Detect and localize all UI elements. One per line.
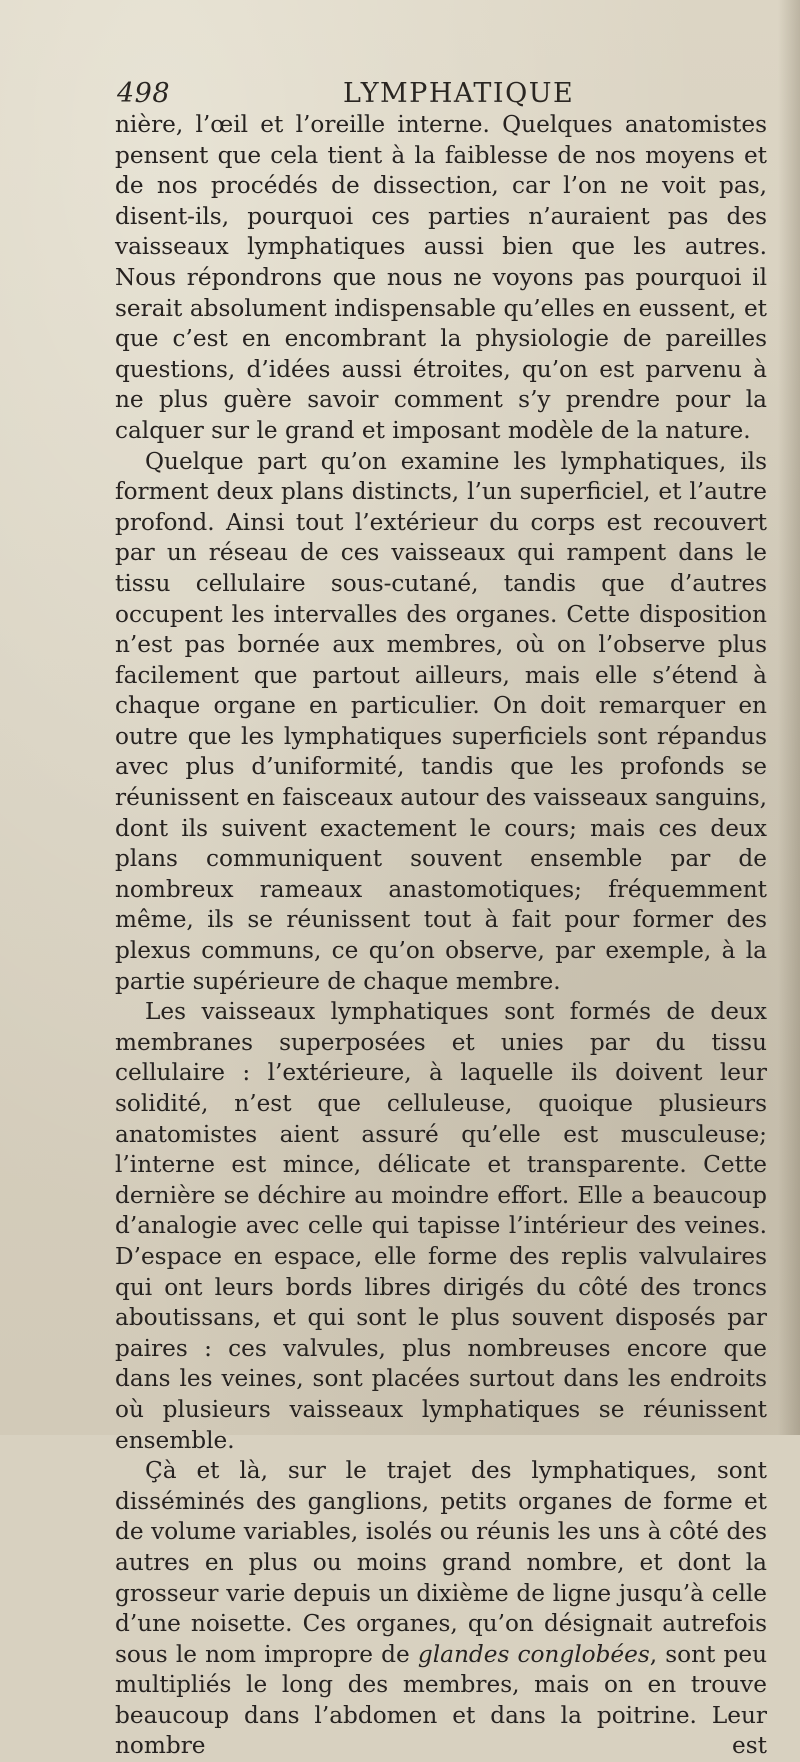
- paragraph-3: Les vaisseaux lymphatiques sont formés de deux membranes superposées et unies par du tissu cellulaire : l’extérieure, à laquelle ils doivent leur solidité, n’est que celluleuse, quoique plusieurs anatomistes aient assuré qu’elle est musculeuse; l’interne est mince, délicate et transparente. Cette dernière se déchire au moindre effort. Elle a beaucoup d’analogie avec celle qui tapisse l’intérieur des veines. D’espace en espace, elle forme des replis valvulaires qui ont leurs bords libres dirigés du côté des troncs aboutissans, et qui sont le plus souvent disposés par paires : ces valvules, plus nombreuses encore que dans les veines, sont placées surtout dans les endroits où plusieurs vaisseaux lymphatiques se réunissent ensemble.: [115, 998, 767, 1454]
- paragraph-4-text-after: , sont peu multipliés le long des membres, mais on en trouve beaucoup dans l’abdomen et dans la poitrine. Leur nombre est: [115, 1640, 767, 1760]
- paragraph-4: [115, 1456, 767, 1762]
- page-number: 498: [117, 78, 171, 109]
- paragraph-1: nière, l’œil et l’oreille interne. Quelques anatomistes pensent que cela tient à la faiblesse de nos moyens et de nos procédés de dissection, car l’on ne voit pas, disent-ils, pourquoi ces parties n’auraient pas des vaisseaux lymphatiques aussi bien que les autres. Nous répondrons que nous ne voyons pas pourquoi il serait absolument indispensable qu’elles en eussent, et que c’est en encombrant la physiologie de pareilles questions, d’idées aussi étroites, qu’on est parvenu à ne plus guère savoir comment s’y prendre pour la calquer sur le grand et imposant modèle de la nature.: [115, 111, 767, 444]
- paragraph-2: Quelque part qu’on examine les lymphatiques, ils forment deux plans distincts, l’un superficiel, et l’autre profond. Ainsi tout l’extérieur du corps est recouvert par un réseau de ces vaisseaux qui rampent dans le tissu cellulaire sous-cutané, tandis que d’autres occupent les intervalles des organes. Cette disposition n’est pas bornée aux membres, où on l’observe plus facilement que partout ailleurs, mais elle s’étend à chaque organe en particulier. On doit remarquer en outre que les lymphatiques superficiels sont répandus avec plus d’uniformité, tandis que les profonds se réunissent en faisceaux autour des vaisseaux sanguins, dont ils suivent exactement le cours; mais ces deux plans communiquent souvent ensemble par de nombreux rameaux anastomotiques; fréquemment même, ils se réunissent tout à fait pour former des plexus communs, ce qu’on observe, par exemple, à la partie supérieure de chaque membre.: [115, 447, 767, 995]
- page-edge-shadow: [778, 0, 800, 1435]
- running-title: LYMPHATIQUE: [343, 78, 575, 109]
- paragraph-4-text-before: Çà et là, sur le trajet des lymphatiques, sont disséminés des ganglions, petits organes de forme et de volume variables, isolés ou réunis les uns à côté des autres en plus ou moins grand nombre, et dont la grosseur varie depuis un dixième de ligne jusqu’à celle d’une noisette. Ces organes, qu’on désignait autrefois sous le nom impropre de: [115, 1457, 767, 1668]
- body-text: [115, 110, 767, 1762]
- paragraph-4-emphasis: glandes conglobées: [417, 1640, 650, 1668]
